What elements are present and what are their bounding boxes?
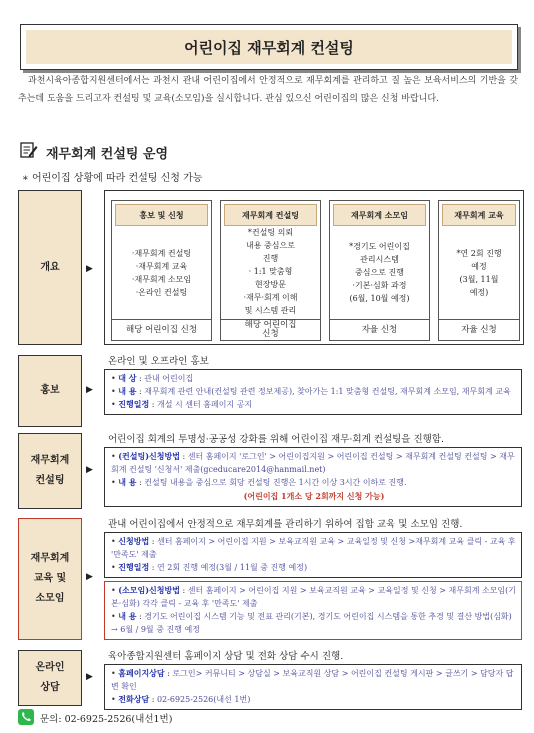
item-key: 진행일정: [118, 399, 150, 409]
list-item: • 대 상 : 관내 어린이집: [111, 373, 194, 383]
promo-section: [104, 355, 522, 415]
consult-section: [104, 433, 522, 507]
edu-head: 관내 어린이집에서 안정적으로 재무회계를 관리하기 위하여 집합 교육 및 소모임 진행.: [104, 518, 522, 533]
list-item: • (컨설팅)신청방법 : 센터 홈페이지 '로그인' > 어린이집지원 > 어린이집 컨설팅 > 재무회계 컨설팅 컨설팅 > 재무회계 컨설팅 '신청서' 제출(gceducare2014@hanmail.net): [111, 451, 515, 474]
item-key: 진행일정: [118, 562, 150, 572]
overview-col-body: [223, 225, 318, 318]
overview-col-promo: [111, 200, 212, 341]
arrow-edu: ▶: [86, 572, 93, 582]
list-item: • 홈페이지상담 : 로그인> 커뮤니티 > 상담실 > 보육교직원 상담 > 어린이집 컨설팅 게시판 > 글쓰기 > 담당자 답변 확인: [111, 668, 514, 691]
overview-col-body: [441, 227, 517, 318]
overview-line: (3월, 11월: [459, 274, 499, 284]
item-key: 내 용: [118, 386, 137, 396]
overview-line: ·재무회계 교육: [135, 261, 188, 271]
consult-limit-note: (어린이집 1개소 당 2회까지 신청 가능): [243, 491, 385, 501]
overview-line: 진행: [262, 254, 279, 263]
arrow-promo: ▶: [86, 385, 93, 395]
edu-body: [104, 533, 522, 578]
overview-col-edu: [438, 200, 520, 341]
overview-line: 현장방문: [255, 280, 286, 289]
arrow-online: ▶: [86, 672, 93, 682]
overview-line: ·재무·회계 이해: [243, 293, 298, 302]
overview-col-foot: 해당 어린이집 신청: [112, 319, 211, 340]
consult-head: 어린이집 회계의 투명성·공공성 강화를 위해 어린이집 재무·회계 컨설팅을 진행함.: [104, 433, 522, 448]
item-value: 센터 홈페이지 > 어린이집 지원 > 보육교직원 교육 > 교육일정 및 신청 > 재무회계 소모임(기본·심화) 각각 클릭 - 교육 후 '만족도' 제출: [111, 586, 517, 608]
item-key: 내 용: [118, 611, 137, 621]
item-value: 재무회계 관련 안내(컨설팅 관련 정보제공), 찾아가는 1:1 맞춤형 컨설팅, 재무회계 소모임, 재무회계 교육: [144, 387, 511, 396]
label-online: 온라인 상담: [18, 650, 82, 706]
list-item: • 내 용 : 컨설팅 내용을 중심으로 회당 컨설팅 진행은 1시간 이상 3시간 이하로 진행.: [111, 477, 407, 487]
overview-line: · 1:1 맞춤형: [248, 267, 293, 276]
overview-line: 중심으로 진행: [355, 268, 404, 277]
overview-col-consult: [220, 200, 321, 341]
overview-line: (6월, 10월 예정): [349, 294, 410, 303]
section-subtitle: ∗ 어린이집 상황에 따라 컨설팅 신청 가능: [22, 173, 203, 184]
online-section: [104, 650, 522, 710]
overview-line: ·기본·심화 과정: [352, 281, 407, 290]
online-head: 육아종합지원센터 홈페이지 상담 및 전화 상담 수시 진행.: [104, 650, 522, 665]
label-overview: 개요: [18, 190, 82, 345]
intro-paragraph: 과천시육아종합지원센터에서는 과천시 관내 어린이집에서 안정적으로 재무회계를 관리하고 질 높은 보육서비스의 기반을 갖추는데 도움을 드리고자 컨설팅 및 교육(소모임)을 실시합니다. 관심 있으신 어린이집의 많은 신청 바랍니다.: [18, 76, 518, 104]
contact-phone: 문의: 02-6925-2526(내선1번): [40, 714, 173, 725]
label-consult: 재무회계 컨설팅: [18, 433, 82, 509]
overview-line: 내용 중심으로: [246, 241, 295, 250]
list-item: • 진행일정 : 연 2회 진행 예정(3월 / 11월 중 진행 예정): [111, 562, 308, 572]
item-key: 홈페이지상담: [118, 668, 165, 678]
overview-line: 예정): [469, 287, 489, 297]
edit-note-icon: [20, 141, 38, 159]
item-value: 센터 홈페이지 > 어린이집 지원 > 보육교직원 교육 > 교육일정 및 신청 >재무회계 교육 클릭 - 교육 후 '만족도' 제출: [111, 537, 516, 559]
consult-body: [104, 448, 522, 507]
item-value: 컨설팅 내용을 중심으로 회당 컨설팅 진행은 1시간 이상 3시간 이하로 진행.: [144, 478, 407, 487]
label-edu: 재무회계 교육 및 소모임: [18, 518, 82, 640]
item-key: 내 용: [118, 477, 137, 487]
arrow-consult: ▶: [86, 465, 93, 475]
promo-body: [104, 370, 522, 415]
overview-line: ·재무회계 컨설팅: [131, 248, 192, 258]
item-value: 연 2회 진행 예정(3월 / 11월 중 진행 예정): [156, 563, 308, 572]
edu-section: [104, 518, 522, 640]
list-item: • 내 용 : 재무회계 관련 안내(컨설팅 관련 정보제공), 찾아가는 1:1 맞춤형 컨설팅, 재무회계 소모임, 재무회계 교육: [111, 386, 511, 396]
overview-col-foot: 해당 어린이집 신청: [221, 319, 320, 340]
item-value: 02-6925-2526(내선 1번): [156, 695, 251, 704]
item-value: 로그인> 커뮤니티 > 상담실 > 보육교직원 상담 > 어린이집 컨설팅 게시판 > 글쓰기 > 담당자 답변 확인: [111, 669, 514, 691]
list-item: • 진행일정 : 개설 시 센터 홈페이지 공지: [111, 399, 253, 409]
overview-line: *컨설팅 의뢰: [247, 228, 294, 237]
item-key: 신청방법: [118, 536, 150, 546]
title-banner: [20, 24, 518, 70]
meeting-body: [104, 581, 522, 640]
item-value: 개설 시 센터 홈페이지 공지: [156, 400, 253, 409]
overview-line: *경기도 어린이집: [349, 242, 410, 251]
item-value: 센터 홈페이지 '로그인' > 어린이집지원 > 어린이집 컨설팅 > 재무회계 컨설팅 컨설팅 > 재무회계 컨설팅 '신청서' 제출(gceducare2014@hanmail.net): [111, 452, 515, 474]
overview-col-foot: 자율 신청: [439, 319, 519, 340]
item-key: 전화상담: [118, 694, 150, 704]
overview-col-head: 재무회계 컨설팅: [224, 204, 317, 226]
overview-line: *연 2회 진행: [456, 248, 502, 258]
section-title: 재무회계 컨설팅 운영: [46, 147, 169, 162]
overview-col-head: 재무회계 교육: [442, 204, 516, 226]
item-key: (컨설팅)신청방법: [118, 451, 180, 461]
overview-line: 예정: [471, 261, 487, 271]
list-item: • 전화상담 : 02-6925-2526(내선 1번): [111, 694, 251, 704]
overview-col-head: 재무회계 소모임: [333, 204, 426, 226]
online-body: [104, 665, 522, 710]
arrow-overview: ▶: [86, 264, 93, 274]
list-item: • 내 용 : 경기도 어린이집 시스템 기능 및 전표 관리(기본), 경기도 어린이집 시스템을 통한 추경 및 결산 방법(심화) → 6월 / 9월 중 진행 예정: [111, 611, 512, 634]
promo-head: 온라인 및 오프라인 홍보: [104, 355, 522, 370]
list-item: • 신청방법 : 센터 홈페이지 > 어린이집 지원 > 보육교직원 교육 > 교육일정 및 신청 >재무회계 교육 클릭 - 교육 후 '만족도' 제출: [111, 536, 516, 559]
overview-line: ·재무회계 소모임: [131, 274, 192, 284]
overview-col-body: [114, 227, 209, 318]
overview-col-meeting: [329, 200, 430, 341]
overview-line: 및 시스템 관리: [244, 306, 297, 315]
overview-line: 관리시스템: [360, 255, 399, 264]
item-value: 경기도 어린이집 시스템 기능 및 전표 관리(기본), 경기도 어린이집 시스템을 통한 추경 및 결산 방법(심화) → 6월 / 9월 중 진행 예정: [111, 612, 512, 634]
label-promo: 홍보: [18, 355, 82, 427]
overview-col-body: [332, 227, 427, 318]
item-value: 관내 어린이집: [144, 374, 194, 383]
overview-col-head: 홍보 및 신청: [115, 204, 208, 226]
overview-col-foot: 자율 신청: [330, 319, 429, 340]
page-title: 어린이집 재무회계 컨설팅: [26, 30, 512, 64]
overview-line: ·온라인 컨설팅: [135, 287, 188, 297]
item-key: 대 상: [118, 373, 137, 383]
phone-icon: [18, 709, 34, 725]
list-item: • (소모임)신청방법 : 센터 홈페이지 > 어린이집 지원 > 보육교직원 교육 > 교육일정 및 신청 > 재무회계 소모임(기본·심화) 각각 클릭 - 교육 후 '만족도' 제출: [111, 585, 517, 608]
item-key: (소모임)신청방법: [118, 585, 180, 595]
